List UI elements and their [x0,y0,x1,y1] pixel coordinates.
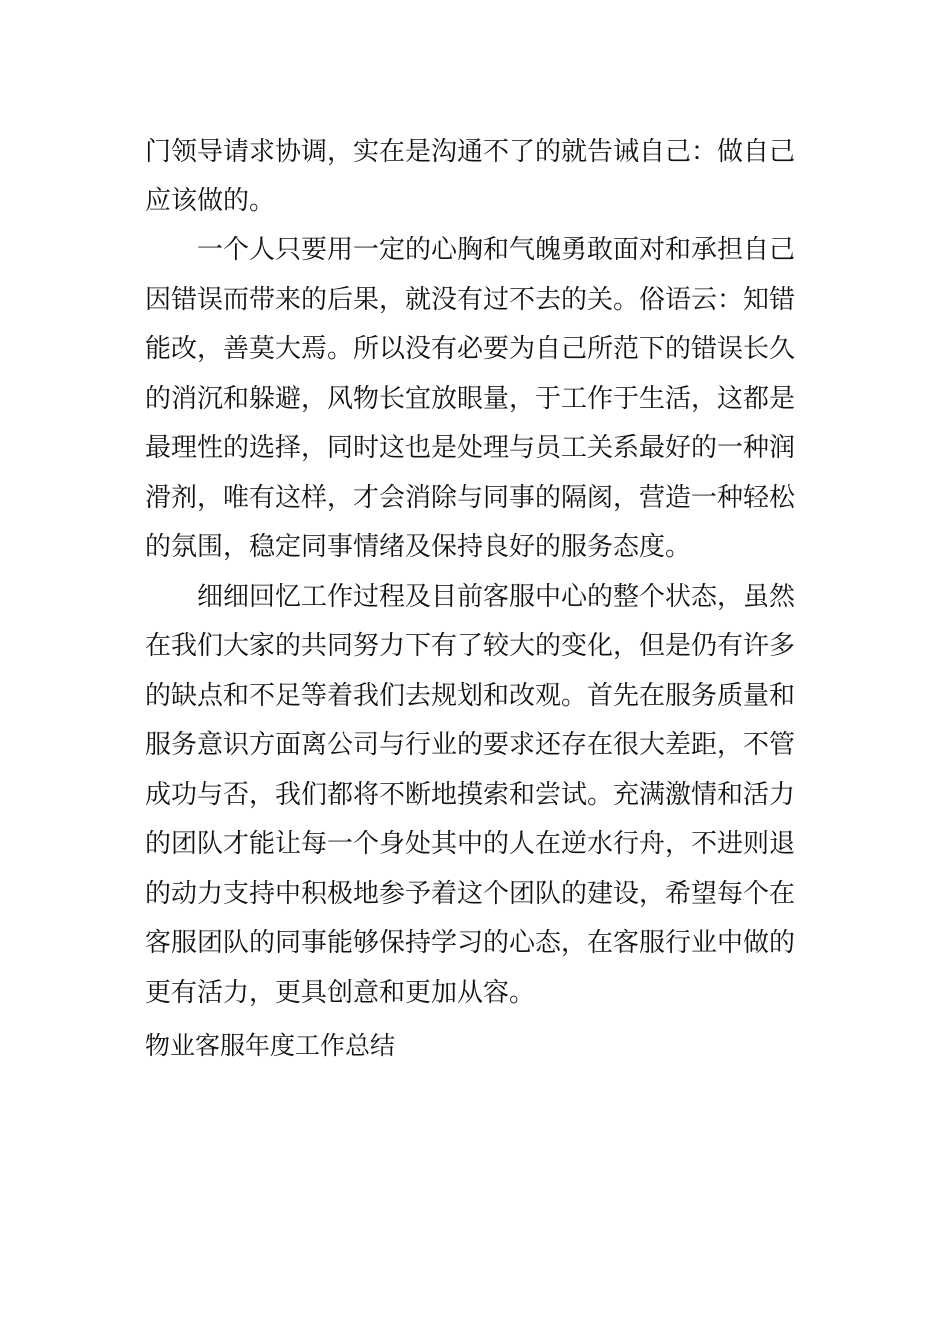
paragraph-2-line-1: 一个人只要用一定的心胸和气魄勇敢面对和承担自己 [145,235,796,265]
paragraph-2-line-7: 的氛围，稳定同事情绪及保持良好的服务态度。 [145,532,692,562]
section-title: 物业客服年度工作总结 [145,1031,396,1060]
paragraph-2-line-3: 能改，善莫大焉。所以没有必要为自己所范下的错误长久 [145,334,796,364]
paragraph-3-line-7: 的动力支持中积极地参予着这个团队的建设，希望每个在 [145,879,796,909]
paragraph-3-line-6: 的团队才能让每一个身处其中的人在逆水行舟，不进则退 [145,829,796,859]
paragraph-3-line-2: 在我们大家的共同努力下有了较大的变化，但是仍有许多 [145,631,796,661]
paragraph-1-line-2: 应该做的。 [145,186,276,216]
paragraph-3-line-9: 更有活力，更具创意和更加从容。 [145,978,536,1008]
paragraph-3-line-4: 服务意识方面离公司与行业的要求还存在很大差距，不管 [145,730,796,760]
paragraph-3-line-1: 细细回忆工作过程及目前客服中心的整个状态，虽然 [145,582,796,612]
paragraph-2-line-5: 最理性的选择，同时这也是处理与员工关系最好的一种润 [145,433,796,463]
paragraph-3-line-3: 的缺点和不足等着我们去规划和改观。首先在服务质量和 [145,681,796,711]
paragraph-1-line-1: 门领导请求协调，实在是沟通不了的就告诫自己：做自己 [145,137,796,167]
paragraph-3-line-8: 客服团队的同事能够保持学习的心态，在客服行业中做的 [145,928,796,958]
paragraph-2-line-4: 的消沉和躲避，风物长宜放眼量，于工作于生活，这都是 [145,384,796,414]
paragraph-2-line-2: 因错误而带来的后果，就没有过不去的关。俗语云：知错 [145,285,796,315]
paragraph-2-line-6: 滑剂，唯有这样，才会消除与同事的隔阂，营造一种轻松 [145,483,796,513]
paragraph-3-line-5: 成功与否，我们都将不断地摸索和尝试。充满激情和活力 [145,780,796,810]
